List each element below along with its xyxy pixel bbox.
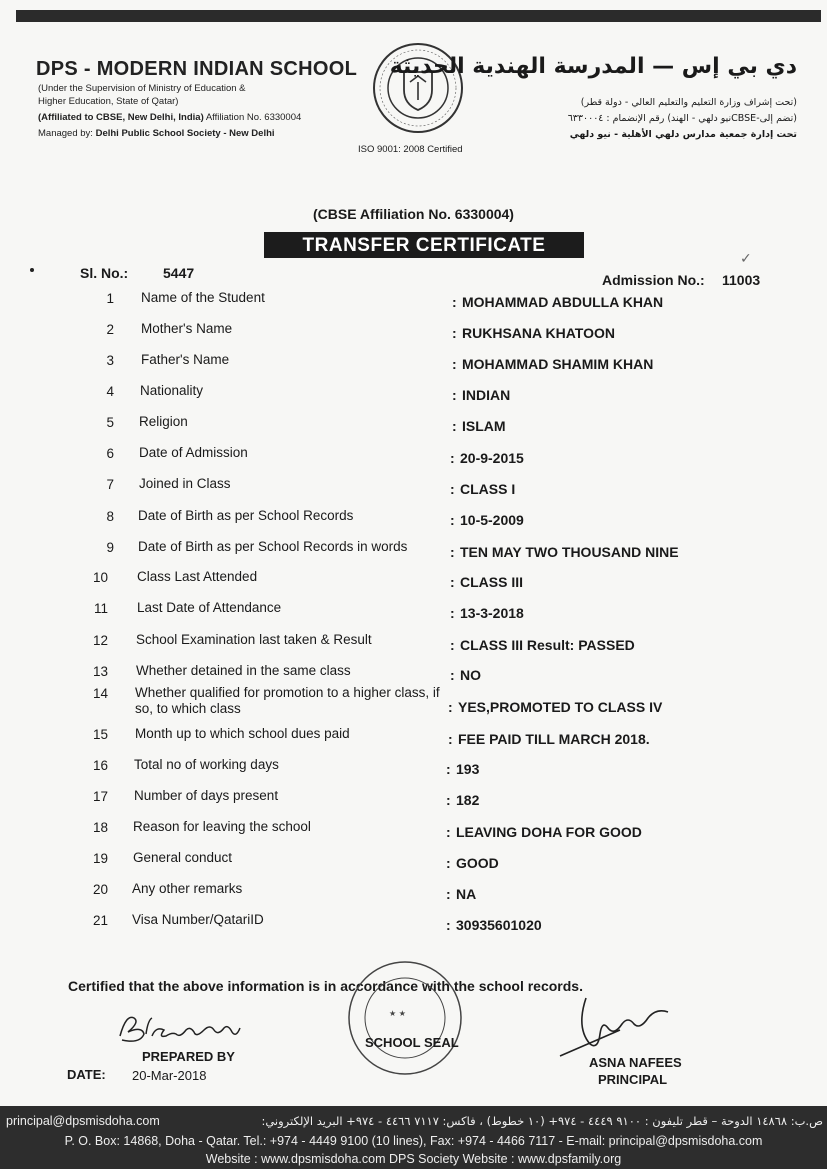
preparer-signature (112, 1006, 272, 1052)
principal-title: PRINCIPAL (598, 1072, 668, 1087)
row-label: Date of Birth as per School Records in words (138, 539, 408, 554)
row-colon: : (450, 574, 455, 590)
school-seal-label: SCHOOL SEAL (365, 1035, 459, 1050)
managed-by-label: Managed by: (38, 128, 96, 139)
row-value: LEAVING DOHA FOR GOOD (456, 824, 642, 840)
row-label: Any other remarks (132, 881, 243, 896)
row-colon: : (446, 792, 451, 808)
serial-number-value: 5447 (163, 265, 195, 281)
footer-websites: Website : www.dpsmisdoha.com DPS Society Website : www.dpsfamily.org (205, 1152, 622, 1166)
row-label: Number of days present (134, 788, 279, 803)
row-label: Reason for leaving the school (133, 819, 311, 834)
footer-bar (0, 1106, 827, 1169)
affiliation-line (38, 111, 301, 124)
svg-text:★ ★: ★ ★ (389, 1009, 406, 1018)
row-number: 15 (92, 727, 108, 742)
date-value: 20-Mar-2018 (132, 1068, 207, 1083)
principal-name: ASNA NAFEES (589, 1055, 682, 1070)
row-colon: : (446, 761, 451, 777)
row-label: Visa Number/QatariID (132, 912, 264, 927)
row-number: 10 (92, 570, 108, 585)
school-name-arabic: دي بي إس — المدرسة الهندية الحديثة (389, 54, 797, 79)
affiliation-bold: (Affiliated to CBSE, New Delhi, India) (38, 112, 204, 123)
row-value: YES,PROMOTED TO CLASS IV (458, 699, 663, 715)
date-label: DATE: (67, 1067, 106, 1082)
prepared-by-label: PREPARED BY (142, 1049, 235, 1064)
row-label: School Examination last taken & Result (136, 632, 372, 647)
row-label: Date of Admission (139, 445, 248, 460)
row-value: RUKHSANA KHATOON (462, 325, 615, 341)
row-label: Father's Name (141, 352, 230, 367)
row-colon: : (448, 731, 453, 747)
row-number: 14 (92, 686, 108, 701)
admission-number-label: Admission No.: (602, 272, 705, 288)
check-mark-icon: ✓ (740, 250, 752, 266)
row-value: MOHAMMAD ABDULLA KHAN (462, 294, 664, 310)
row-value: 30935601020 (456, 917, 542, 933)
row-label: Class Last Attended (137, 569, 258, 584)
row-number: 6 (106, 446, 114, 461)
arabic-supervision-line: (تحت إشراف وزارة التعليم والتعليم العالي - دولة قطر) (580, 97, 797, 108)
row-label: Name of the Student (141, 290, 265, 305)
row-colon: : (450, 544, 455, 560)
row-value: 20-9-2015 (460, 450, 524, 466)
row-colon: : (450, 667, 455, 683)
row-number: 9 (106, 540, 114, 555)
row-number: 20 (92, 882, 108, 897)
row-value: GOOD (456, 855, 499, 871)
row-colon: : (452, 356, 457, 372)
iso-certification: ISO 9001: 2008 Certified (358, 144, 463, 155)
principal-signature (556, 978, 686, 1058)
row-colon: : (452, 294, 457, 310)
row-colon: : (452, 387, 457, 403)
row-number: 18 (92, 820, 108, 835)
row-colon: : (446, 886, 451, 902)
row-value: MOHAMMAD SHAMIM KHAN (462, 356, 654, 372)
row-label: Date of Birth as per School Records (138, 508, 354, 523)
row-number: 11 (93, 601, 108, 616)
row-colon: : (450, 450, 455, 466)
row-colon: : (450, 481, 455, 497)
row-number: 12 (92, 633, 108, 648)
row-number: 19 (92, 851, 108, 866)
row-value: CLASS III Result: PASSED (460, 637, 635, 653)
row-value: INDIAN (462, 387, 511, 403)
row-value: 193 (456, 761, 480, 777)
row-number: 8 (106, 509, 114, 524)
row-value: 182 (456, 792, 480, 808)
row-label: Nationality (140, 383, 204, 398)
row-label: Mother's Name (141, 321, 233, 336)
certification-statement: Certified that the above information is in accordance with the school records. (68, 978, 583, 994)
row-colon: : (450, 605, 455, 621)
margin-dot (30, 268, 34, 272)
row-value: TEN MAY TWO THOUSAND NINE (460, 544, 679, 560)
arabic-managed-line: تحت إدارة جمعية مدارس دلهي الأهلية - نيو دلهي (569, 129, 797, 140)
row-label: Joined in Class (139, 476, 231, 491)
cbse-affiliation-heading: (CBSE Affiliation No. 6330004) (313, 206, 514, 222)
row-value: 13-3-2018 (460, 605, 524, 621)
row-colon: : (448, 699, 453, 715)
row-value: CLASS III (460, 574, 524, 590)
footer-email: principal@dpsmisdoha.com (6, 1114, 160, 1128)
row-label: Last Date of Attendance (137, 600, 282, 615)
certificate-title: TRANSFER CERTIFICATE (264, 232, 584, 258)
row-label: Month up to which school dues paid (135, 726, 350, 741)
row-value: FEE PAID TILL MARCH 2018. (458, 731, 650, 747)
row-label: Whether qualified for promotion to a higher class, if so, to which class (135, 685, 440, 716)
row-colon: : (446, 824, 451, 840)
school-name-english: DPS - MODERN INDIAN SCHOOL (36, 58, 358, 80)
managed-by-value: Delhi Public School Society - New Delhi (95, 128, 275, 139)
managed-by-line (38, 127, 275, 140)
row-colon: : (452, 325, 457, 341)
school-seal-stamp (345, 958, 465, 1078)
footer-address: P. O. Box: 14868, Doha - Qatar. Tel.: +974 - 4449 9100 (10 lines), Fax: +974 - 4466 7117 - E-mail: principal@dpsmisdoha.com (64, 1134, 763, 1148)
row-value: NA (456, 886, 477, 902)
row-value: 10-5-2009 (460, 512, 524, 528)
row-number: 1 (106, 291, 114, 306)
footer-arabic-address: ص.ب: ١٤٨٦٨ الدوحة – قطر تليفون : ٩١٠٠ ٤٤٤٩ - ٩٧٤+ (١٠ خطوط) ، فاكس: ٧١١٧ ٤٤٦٦ - ٩٧٤+ البريد الإلكتروني: (261, 1114, 823, 1128)
row-label: Religion (139, 414, 188, 429)
row-number: 2 (106, 322, 114, 337)
row-colon: : (446, 855, 451, 871)
row-number: 7 (106, 477, 114, 492)
row-colon: : (452, 418, 457, 434)
row-value: ISLAM (462, 418, 506, 434)
supervision-line-2: Higher Education, State of Qatar) (38, 96, 179, 107)
row-number: 4 (106, 384, 114, 399)
admission-number-value: 11003 (722, 272, 761, 288)
row-number: 17 (92, 789, 108, 804)
row-colon: : (446, 917, 451, 933)
row-number: 3 (106, 353, 114, 368)
row-label: Whether detained in the same class (136, 663, 351, 678)
row-number: 21 (92, 913, 108, 928)
row-value: NO (460, 667, 481, 683)
row-value: CLASS I (460, 481, 516, 497)
row-label: Total no of working days (134, 757, 279, 772)
row-number: 13 (92, 664, 108, 679)
affiliation-number: Affiliation No. 6330004 (203, 112, 302, 123)
row-label: General conduct (133, 850, 233, 865)
row-number: 16 (92, 758, 108, 773)
supervision-line-1: (Under the Supervision of Ministry of Education & (38, 83, 246, 94)
serial-number-label: Sl. No.: (80, 265, 129, 281)
arabic-affiliation-line: (تضم إلى-CBSEنيو دلهي - الهند) رقم الإنضمام : ٦٣٣٠٠٠٤ (567, 113, 797, 124)
row-colon: : (450, 637, 455, 653)
row-colon: : (450, 512, 455, 528)
row-number: 5 (106, 415, 114, 430)
top-border-bar (16, 10, 821, 22)
